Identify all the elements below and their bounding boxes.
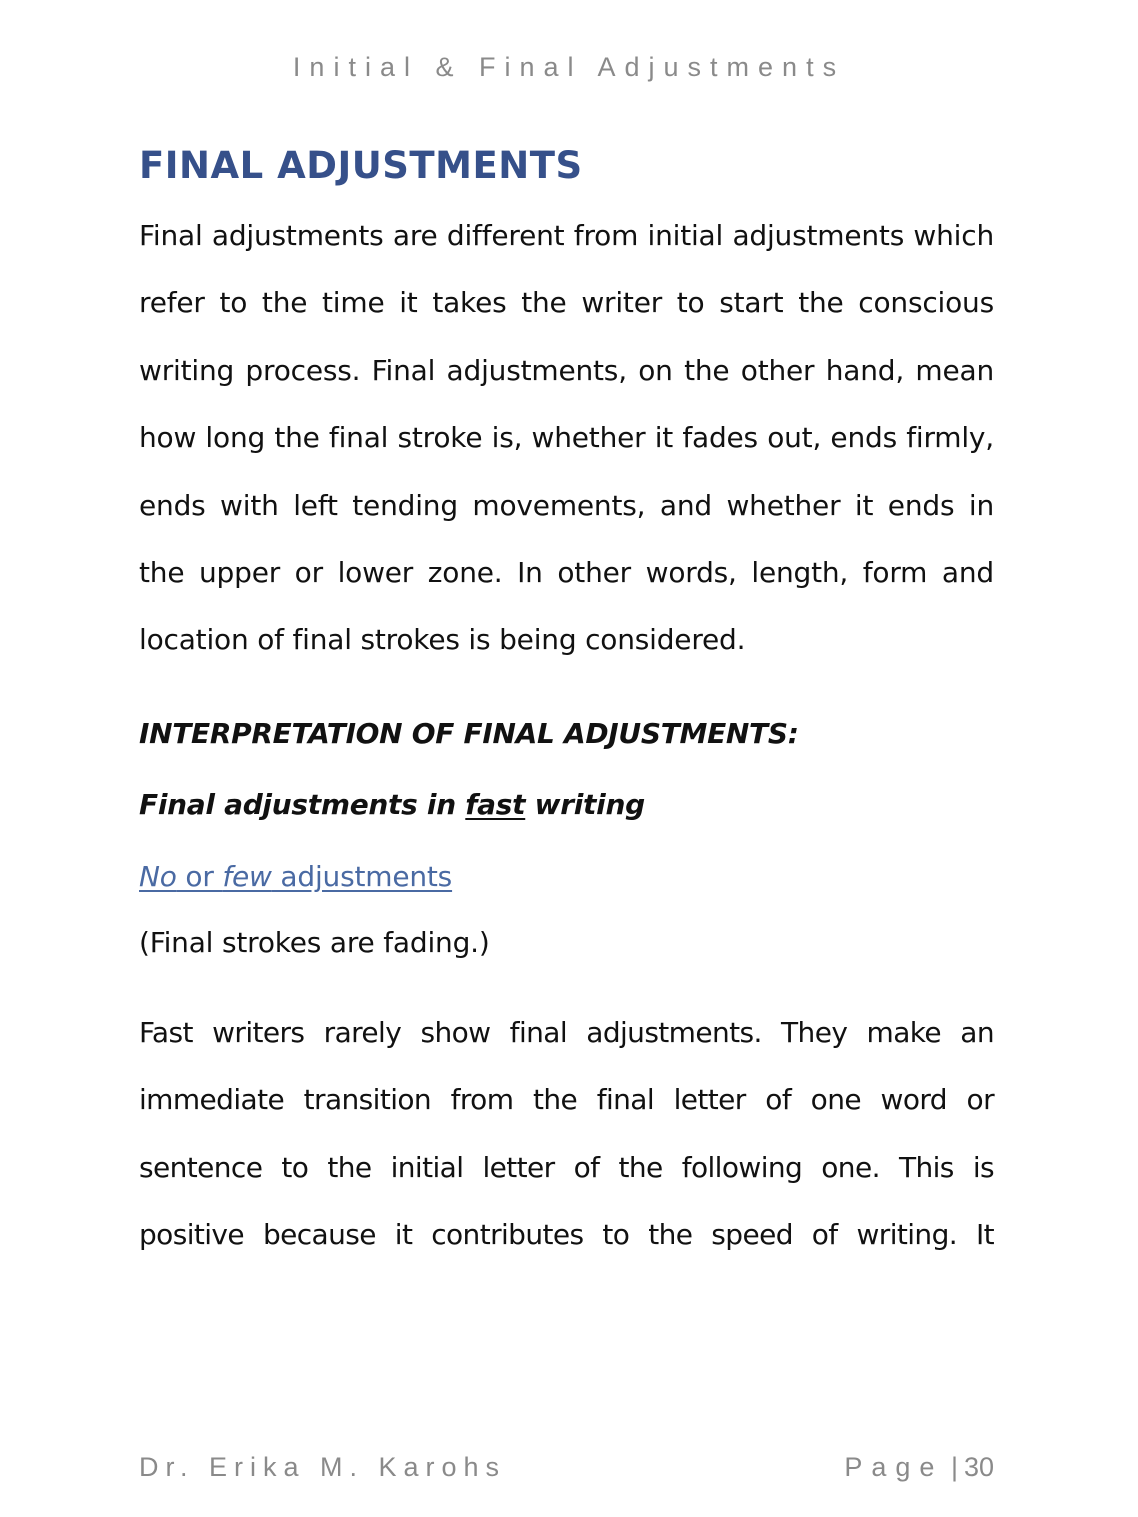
fading-note: (Final strokes are fading.)	[139, 925, 490, 959]
no-or-few-adjustments-link[interactable]	[139, 855, 994, 899]
link-part-adjustments: adjustments	[271, 859, 453, 893]
interpretation-heading: INTERPRETATION OF FINAL ADJUSTMENTS:	[139, 716, 799, 750]
link-part-or: or	[176, 859, 223, 893]
link-part-no: No	[139, 859, 177, 893]
paragraph-fast-writers: Fast writers rarely show final adjustments. They make an immediate transition from the final letter of one word or sentence to the initial letter of the following one. This is positive because it contributes to the speed of writing. It	[139, 1015, 994, 1252]
fast-heading-suffix: writing	[525, 787, 645, 821]
link-part-few: few	[222, 859, 272, 893]
fast-writing-heading	[139, 783, 994, 827]
footer-page-label: Page	[844, 1452, 944, 1482]
paragraph-final-adjustments-definition: Final adjustments are different from initial adjustments which refer to the time it takes the writer to start the conscious writing process. Final adjustments, on the other hand, mean how long the final stroke is, whether it fades out, ends firmly, ends with left tending movements, and whether it ends in the upper or lower zone. In other words, length, form and location of final strokes is being considered.	[139, 219, 994, 657]
footer-separator: |	[950, 1452, 958, 1482]
running-header: Initial & Final Adjustments	[292, 52, 846, 82]
footer-page-number	[844, 1452, 994, 1483]
footer-page-value: 30	[963, 1452, 994, 1482]
fast-heading-underlined: fast	[465, 787, 526, 821]
section-title: FINAL ADJUSTMENTS	[139, 144, 583, 187]
fast-heading-prefix: Final adjustments in	[139, 787, 466, 821]
page-content	[139, 140, 994, 1268]
footer-author: Dr. Erika M. Karohs	[139, 1452, 507, 1482]
